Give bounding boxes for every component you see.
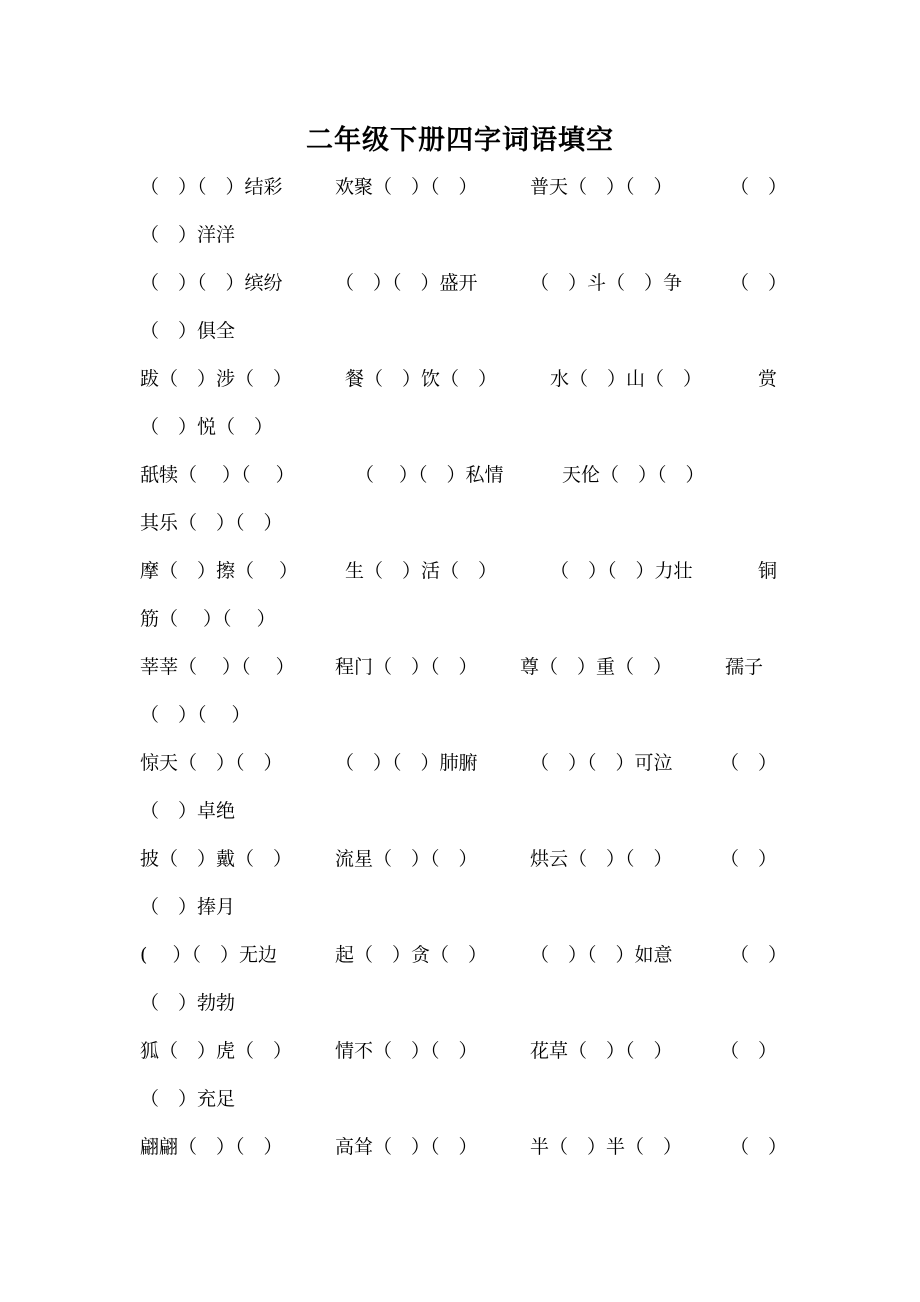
word-blank: 其乐（ ）（ ） [140, 512, 283, 534]
word-blank: 莘莘（ ）（ ） [140, 656, 295, 678]
word-blank: 铜 [758, 560, 778, 582]
word-blank: （ ）（ ）如意 [530, 944, 673, 966]
word-blank: 烘云（ ）（ ） [530, 848, 673, 870]
word-blank: 花草（ ）（ ） [530, 1040, 673, 1062]
text-line [140, 556, 780, 586]
word-blank: （ ）洋洋 [140, 224, 236, 246]
word-blank: （ ） [720, 752, 778, 774]
word-blank: （ ） [720, 1040, 778, 1062]
word-blank: （ ）勃勃 [140, 992, 236, 1014]
text-line [140, 1036, 780, 1066]
word-blank: 餐（ ）饮（ ） [345, 368, 498, 390]
word-blank: 流星（ ）（ ） [335, 848, 478, 870]
word-blank: 水（ ）山（ ） [550, 368, 703, 390]
text-line [140, 844, 780, 874]
word-blank: 披（ ）戴（ ） [140, 848, 293, 870]
word-blank: （ ） [730, 1136, 788, 1158]
text-line [140, 1084, 780, 1114]
word-blank: 尊（ ）重（ ） [520, 656, 673, 678]
text-line [140, 1132, 788, 1162]
word-blank: （ ）（ ）力壮 [550, 560, 693, 582]
text-line [140, 460, 780, 490]
word-blank: 舐犊（ ）（ ） [140, 464, 295, 486]
word-blank: （ ）充足 [140, 1088, 236, 1110]
word-blank: ( ）（ ）无边 [140, 944, 277, 966]
text-line [140, 748, 780, 778]
text-line [140, 892, 780, 922]
text-line [140, 988, 780, 1018]
word-blank: （ ）（ ）盛开 [335, 272, 478, 294]
text-line [140, 316, 780, 346]
word-blank: （ ）（ ）可泣 [530, 752, 673, 774]
word-blank: （ ） [730, 176, 788, 198]
word-blank: 高耸（ ）（ ） [335, 1136, 478, 1158]
word-blank: 起（ ）贪（ ） [335, 944, 488, 966]
text-line [140, 700, 780, 730]
word-blank: （ ）悦（ ） [140, 416, 274, 438]
text-line [140, 604, 780, 634]
page-title: 二年级下册四字词语填空 [306, 125, 614, 156]
word-blank: （ ）俱全 [140, 320, 236, 342]
word-blank: （ ）（ ）缤纷 [140, 272, 283, 294]
word-blank: 翩翩（ ）（ ） [140, 1136, 283, 1158]
word-blank: （ ） [720, 848, 778, 870]
word-blank: 生（ ）活（ ） [345, 560, 498, 582]
text-line [140, 796, 780, 826]
word-blank: （ ）斗（ ）争 [530, 272, 683, 294]
word-blank: （ ）（ ）结彩 [140, 176, 283, 198]
word-blank: 赏 [758, 368, 778, 390]
word-blank: 孺子 [725, 656, 764, 678]
text-line [140, 172, 788, 202]
word-blank: （ ） [730, 944, 788, 966]
text-line [140, 652, 780, 682]
word-blank: （ ）捧月 [140, 896, 236, 918]
word-blank: 情不（ ）（ ） [335, 1040, 478, 1062]
word-blank: 跋（ ）涉（ ） [140, 368, 293, 390]
text-line [140, 508, 780, 538]
text-line [140, 220, 780, 250]
word-blank: 普天（ ）（ ） [530, 176, 673, 198]
word-blank: 狐（ ）虎（ ） [140, 1040, 293, 1062]
word-blank: （ ） [730, 272, 788, 294]
word-blank: （ ）（ ） [140, 704, 251, 726]
text-line [140, 412, 780, 442]
word-blank: （ ）（ ）私情 [355, 464, 504, 486]
word-blank: 筋（ ）（ ） [140, 608, 276, 630]
word-blank: 半（ ）半（ ） [530, 1136, 683, 1158]
text-line [140, 364, 780, 394]
word-blank: （ ）卓绝 [140, 800, 236, 822]
text-line [140, 940, 788, 970]
word-blank: （ ）（ ）肺腑 [335, 752, 478, 774]
word-blank: 欢聚（ ）（ ） [335, 176, 478, 198]
word-blank: 摩（ ）擦（ ） [140, 560, 299, 582]
word-blank: 惊天（ ）（ ） [140, 752, 283, 774]
word-blank: 程门（ ）（ ） [335, 656, 478, 678]
text-line [140, 268, 788, 298]
word-blank: 天伦（ ）（ ） [562, 464, 705, 486]
